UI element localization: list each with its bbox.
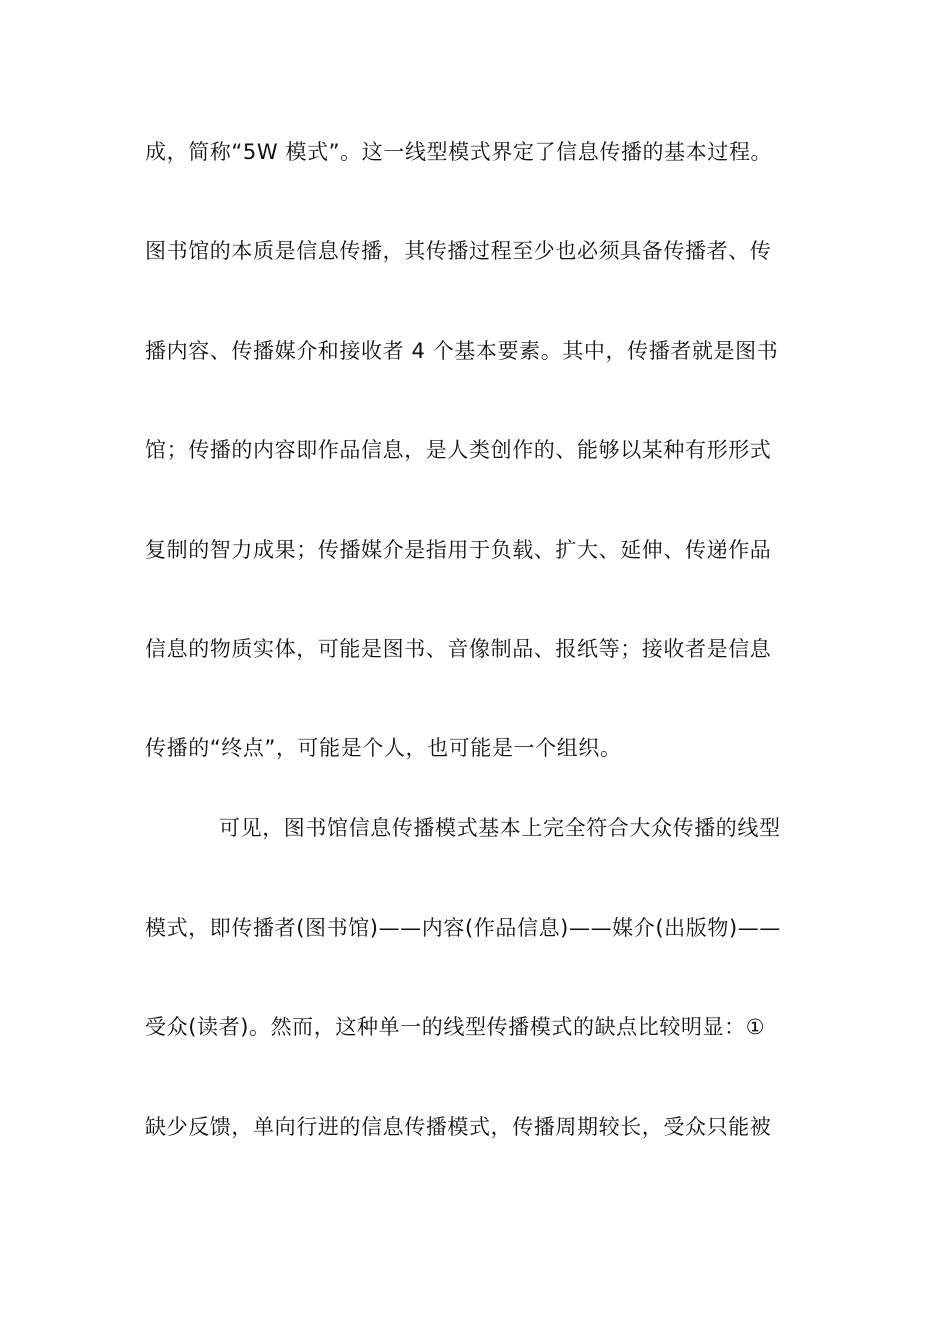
paragraph-line: 传播的“终点”，可能是个人，也可能是一个组织。 (145, 736, 622, 760)
paragraph-line: 成，简称“5W 模式”。这一线型模式界定了信息传播的基本过程。 (145, 140, 773, 164)
paragraph-line: 缺少反馈，单向行进的信息传播模式，传播周期较长，受众只能被 (145, 1115, 772, 1139)
paragraph-line: 复制的智力成果；传播媒介是指用于负载、扩大、延伸、传递作品 (145, 538, 772, 562)
paragraph-first-line: 可见，图书馆信息传播模式基本上完全符合大众传播的线型 (219, 816, 781, 840)
paragraph-line: 馆；传播的内容即作品信息，是人类创作的、能够以某种有形形式 (145, 438, 772, 462)
paragraph-line: 图书馆的本质是信息传播，其传播过程至少也必须具备传播者、传 (145, 239, 772, 263)
paragraph-line: 模式，即传播者(图书馆)——内容(作品信息)——媒介(出版物)—— (145, 916, 781, 940)
paragraph-line: 信息的物质实体，可能是图书、音像制品、报纸等；接收者是信息 (145, 637, 772, 661)
paragraph-line: 受众(读者)。然而，这种单一的线型传播模式的缺点比较明显：① (145, 1015, 766, 1039)
paragraph-line: 播内容、传播媒介和接收者 4 个基本要素。其中，传播者就是图书 (145, 339, 779, 363)
